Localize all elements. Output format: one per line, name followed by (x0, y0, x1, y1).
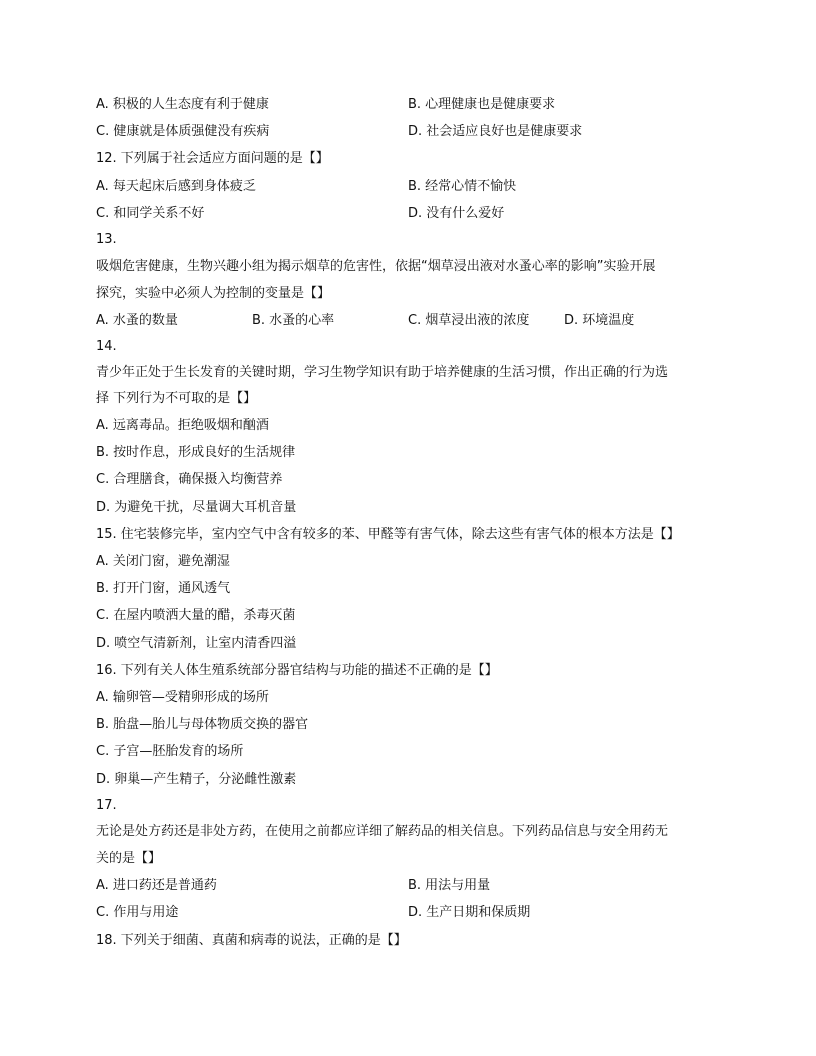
q14-option-b: B. 按时作息，形成良好的生活规律 (96, 445, 296, 460)
q15-option-b: B. 打开门窗，通风透气 (96, 581, 231, 596)
q16-stem: 16. 下列有关人体生殖系统部分器官结构与功能的描述不正确的是【】 (96, 663, 498, 678)
q13-number: 13. (96, 232, 117, 247)
q17-option-b: B. 用法与用量 (408, 878, 491, 893)
q16-option-a: A. 输卵管—受精卵形成的场所 (96, 690, 269, 705)
q14-stem-line2: 择 下列行为不可取的是【】 (96, 391, 257, 406)
q16-option-c: C. 子宫—胚胎发育的场所 (96, 744, 244, 759)
q17-option-a: A. 进口药还是普通药 (96, 878, 217, 893)
q13-stem-line2: 探究，实验中必须人为控制的变量是【】 (96, 286, 331, 301)
q14-number: 14. (96, 339, 117, 354)
q11-option-d: D. 社会适应良好也是健康要求 (408, 124, 583, 139)
q12-stem: 12. 下列属于社会适应方面问题的是【】 (96, 151, 329, 166)
q13-option-d: D. 环境温度 (564, 313, 635, 328)
q15-stem: 15. 住宅装修完毕，室内空气中含有较多的苯、甲醛等有害气体，除去这些有害气体的根本方法是【】 (96, 527, 680, 542)
q17-number: 17. (96, 798, 117, 813)
q14-option-c: C. 合理膳食，确保摄入均衡营养 (96, 472, 283, 487)
q14-option-d: D. 为避免干扰，尽量调大耳机音量 (96, 500, 297, 515)
q17-stem-line1: 无论是处方药还是非处方药，在使用之前都应详细了解药品的相关信息。下列药品信息与安全用药无 (96, 824, 669, 839)
q13-option-a: A. 水蚤的数量 (96, 313, 178, 328)
q12-option-d: D. 没有什么爱好 (408, 206, 505, 221)
q12-option-a: A. 每天起床后感到身体疲乏 (96, 179, 256, 194)
q18-stem: 18. 下列关于细菌、真菌和病毒的说法，正确的是【】 (96, 933, 407, 948)
q14-stem-line1: 青少年正处于生长发育的关键时期，学习生物学知识有助于培养健康的生活习惯，作出正确的行为选 (96, 365, 669, 380)
q17-stem-line2: 关的是【】 (96, 851, 162, 866)
q12-option-b: B. 经常心情不愉快 (408, 179, 517, 194)
q16-option-b: B. 胎盘—胎儿与母体物质交换的器官 (96, 717, 309, 732)
q15-option-c: C. 在屋内喷洒大量的醋，杀毒灭菌 (96, 608, 296, 623)
q17-option-d: D. 生产日期和保质期 (408, 905, 531, 920)
q16-option-d: D. 卵巢—产生精子，分泌雌性激素 (96, 772, 297, 787)
q11-option-a: A. 积极的人生态度有利于健康 (96, 97, 269, 112)
q17-option-c: C. 作用与用途 (96, 905, 179, 920)
q13-option-b: B. 水蚤的心率 (252, 313, 335, 328)
q11-option-b: B. 心理健康也是健康要求 (408, 97, 556, 112)
q11-option-c: C. 健康就是体质强健没有疾病 (96, 124, 270, 139)
q13-option-c: C. 烟草浸出液的浓度 (408, 313, 530, 328)
q12-option-c: C. 和同学关系不好 (96, 206, 205, 221)
q14-option-a: A. 远离毒品。拒绝吸烟和酗酒 (96, 418, 269, 433)
q13-stem-line1: 吸烟危害健康，生物兴趣小组为揭示烟草的危害性，依据“烟草浸出液对水蚤心率的影响”实验开展 (96, 259, 656, 274)
q15-option-a: A. 关闭门窗，避免潮湿 (96, 554, 230, 569)
q15-option-d: D. 喷空气清新剂，让室内清香四溢 (96, 636, 297, 651)
